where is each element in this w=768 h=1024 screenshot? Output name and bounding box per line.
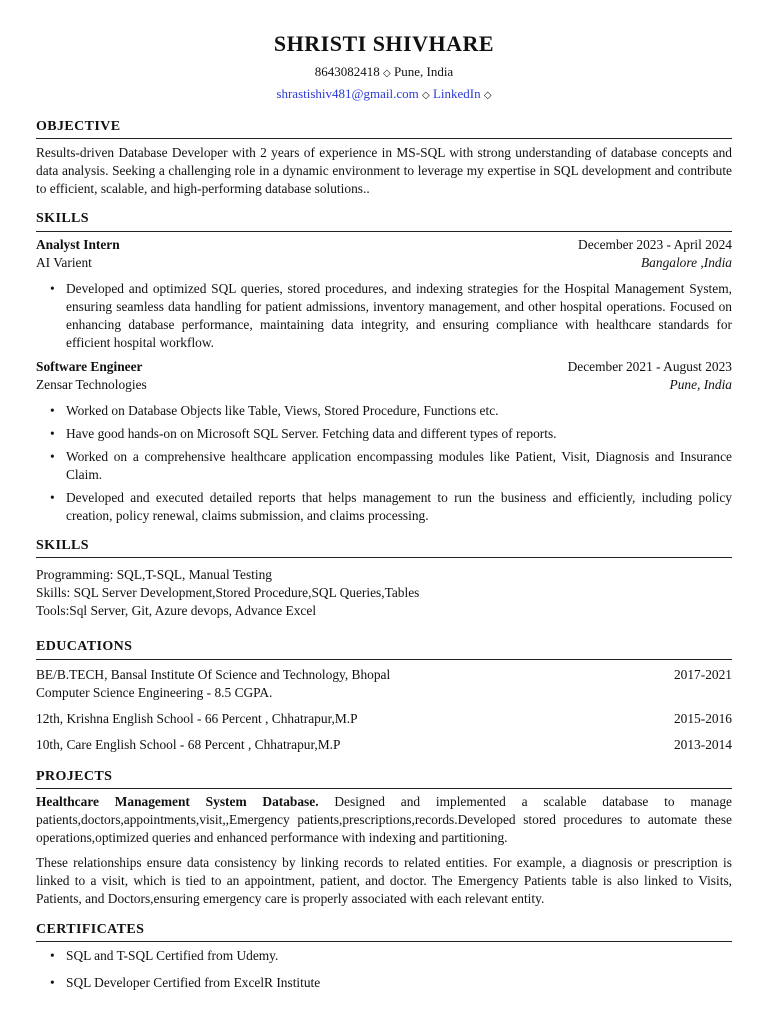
section-title-skills: SKILLS bbox=[36, 538, 89, 553]
education-entry bbox=[36, 710, 732, 728]
project-title: Healthcare Management System Database. bbox=[36, 794, 319, 809]
skills-list bbox=[36, 566, 732, 620]
education-years: 2013-2014 bbox=[673, 737, 732, 752]
education-institution: 10th, Care English School - 68 Percent , Chhatrapur,M.P bbox=[36, 737, 341, 752]
resume-header bbox=[0, 31, 768, 105]
bullet-icon: • bbox=[50, 975, 55, 990]
list-item: • Have good hands-on on Microsoft SQL Server. Fetching data and different types of reports. bbox=[50, 426, 557, 441]
job-dates: December 2021 - August 2023 bbox=[567, 359, 732, 374]
job-company: Zensar Technologies bbox=[36, 377, 147, 392]
bullet-icon: • bbox=[50, 490, 55, 505]
job-bullets bbox=[36, 280, 732, 352]
list-item: • Worked on a comprehensive healthcare application encompassing modules like Patient, Visit, Diagnosis and Insurance Claim. bbox=[50, 449, 732, 482]
job-role: Analyst Intern bbox=[36, 237, 120, 252]
education-institution: 12th, Krishna English School - 66 Percent , Chhatrapur,M.P bbox=[36, 711, 358, 726]
job-role: Software Engineer bbox=[36, 359, 143, 374]
section-title-education: EDUCATIONS bbox=[36, 639, 133, 654]
bullet-icon: • bbox=[50, 426, 55, 441]
job-entry bbox=[36, 236, 732, 352]
diamond-separator-icon: ◇ bbox=[422, 90, 430, 101]
bullet-icon: • bbox=[50, 403, 55, 418]
list-item: • Developed and optimized SQL queries, stored procedures, and indexing strategies for the Hospital Management System, ensuring seamless data handling for patient admissions, inventory management, and other hospital operations. Focused on enhancing database performance, maintaining data integrity, and ensuring compliance with healthcare standards for efficient hospital workflow. bbox=[50, 281, 732, 350]
job-dates: December 2023 - April 2024 bbox=[578, 237, 732, 252]
list-item: • Developed and executed detailed reports that helps management to run the business and efficiently, including policy creation, policy renewal, claims submission, and claims processing. bbox=[50, 490, 732, 523]
job-entry bbox=[36, 358, 732, 525]
project-text: Designed and implemented a scalable database to manage patients,doctors,appointments,visit,,Emergency patients,prescriptions,records.Developed stored procedures to automate these operations,optimized queries and enhanced performance with indexing and partitioning. bbox=[36, 794, 732, 845]
education-years: 2017-2021 bbox=[673, 667, 732, 682]
bullet-icon: • bbox=[50, 449, 55, 464]
section-title-certificates: CERTIFICATES bbox=[36, 922, 145, 937]
section-title-projects: PROJECTS bbox=[36, 769, 113, 784]
education-institution: BE/B.TECH, Bansal Institute Of Science and Technology, Bhopal bbox=[36, 667, 391, 682]
skills-line: Programming: SQL,T-SQL, Manual Testing bbox=[36, 567, 272, 582]
section-divider bbox=[36, 659, 732, 660]
job-company: AI Varient bbox=[36, 255, 92, 270]
section-divider bbox=[36, 788, 732, 789]
list-item: • SQL and T-SQL Certified from Udemy. bbox=[50, 948, 279, 963]
bullet-icon: • bbox=[50, 281, 55, 296]
education-entry bbox=[36, 736, 732, 754]
section-divider bbox=[36, 557, 732, 558]
education-detail: Computer Science Engineering - 8.5 CGPA. bbox=[36, 685, 273, 700]
list-item: • Worked on Database Objects like Table, Views, Stored Procedure, Functions etc. bbox=[50, 403, 499, 418]
skills-line: Skills: SQL Server Development,Stored Procedure,SQL Queries,Tables bbox=[36, 585, 420, 600]
email-link[interactable]: shrastishiv481@gmail.com bbox=[276, 86, 419, 101]
job-bullets bbox=[36, 402, 732, 525]
linkedin-link[interactable]: LinkedIn bbox=[432, 86, 481, 101]
objective-text: Results-driven Database Developer with 2 years of experience in MS-SQL with strong understanding of database concepts and data analysis. Seeking a challenging role in a dynamic environment to leverage my expertise in SQL development and contribute to efficient, scalable, and high-performing database solutions.. bbox=[36, 145, 732, 196]
contact-line-2 bbox=[0, 85, 768, 105]
diamond-separator-icon: ◇ bbox=[383, 68, 391, 79]
phone-number: 8643082418 bbox=[314, 64, 380, 79]
job-place: Pune, India bbox=[669, 377, 732, 392]
section-divider bbox=[36, 138, 732, 139]
job-place: Bangalore ,India bbox=[641, 255, 732, 270]
diamond-separator-icon: ◇ bbox=[483, 90, 492, 101]
project-details: These relationships ensure data consistency by linking records to related entities. For example, a diagnosis or prescription is linked to a visit, which is tied to an appointment, patient, and doctor. The Emergency Patients table is also linked to Visits, Patients, and Doctors,ensuring emergency care is properly associated with each relevant entity. bbox=[36, 855, 732, 906]
bullet-icon: • bbox=[50, 948, 55, 963]
skills-line: Tools:Sql Server, Git, Azure devops, Advance Excel bbox=[36, 603, 317, 618]
section-divider bbox=[36, 231, 732, 232]
project-description bbox=[36, 793, 732, 847]
certificates-list bbox=[36, 947, 732, 992]
education-years: 2015-2016 bbox=[673, 711, 732, 726]
contact-line-1 bbox=[0, 63, 768, 83]
list-item: • SQL Developer Certified from ExcelR Institute bbox=[50, 975, 321, 990]
location: Pune, India bbox=[393, 64, 454, 79]
section-title-experience: SKILLS bbox=[36, 211, 89, 226]
education-entry bbox=[36, 666, 732, 702]
candidate-name: SHRISTI SHIVHARE bbox=[273, 31, 495, 56]
section-divider bbox=[36, 941, 732, 942]
section-title-objective: OBJECTIVE bbox=[36, 119, 121, 134]
